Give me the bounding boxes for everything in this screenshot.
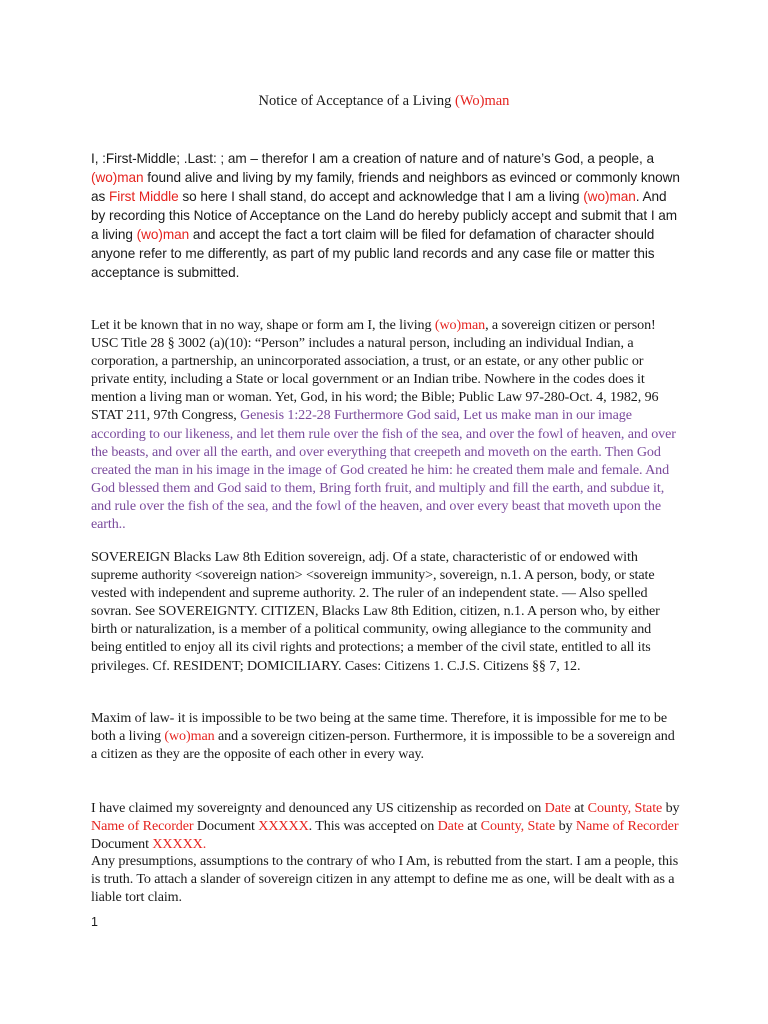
text-run: and a sovereign citizen-person. Furthermore, it is impossible to be a sovereign and a citizen as they are the opposite of each other in every way.	[91, 728, 675, 763]
placeholder-woman: (wo)man	[91, 170, 144, 185]
sovereign-definition-paragraph: SOVEREIGN Blacks Law 8th Edition sovereign, adj. Of a state, characteristic of or endowed with supreme authority <sovereign nation> <sovereign immunity>, sovereign, n.1. A person, body, or state vested with independent and supreme authority. 2. The ruler of an independent state. — Also spelled sovran. See SOVEREIGNTY. CITIZEN, Blacks Law 8th Edition, citizen, n.1. A person who, by either birth or naturalization, is a member of a political community, owing allegiance to the community and being entitled to enjoy all its civil rights and protections; a member of the civil state, entitled to all its privileges. Cf. RESIDENT; DOMICILIARY. Cases: Citizens 1. C.J.S. Citizens §§ 7, 12.	[91, 549, 660, 674]
page-number: 1	[91, 915, 98, 929]
placeholder-woman: (wo)man	[434, 317, 486, 333]
placeholder-woman: (wo)man	[164, 728, 215, 745]
placeholder-document-number: XXXXX	[258, 818, 309, 835]
text-run: by	[662, 800, 680, 816]
text-run: and accept the fact a tort claim will be filed for defamation of character should anyone refer to me differently, as part of my public land records and any case file or matter this acceptance is submitted.	[91, 227, 655, 280]
placeholder-document-number: XXXXX.	[152, 836, 207, 853]
placeholder-recorder: Name of Recorder	[91, 818, 194, 835]
text-run: . And by recording this Notice of Acceptance on the Land do hereby publicly accept and submit that I am a living	[91, 189, 678, 242]
text-run: at	[570, 800, 588, 816]
text-run: Let it be known that in no way, shape or form am I, the living	[91, 317, 435, 333]
text-run: so here I shall stand, do accept and acknowledge that I am a living	[178, 189, 584, 204]
maxim-paragraph	[91, 709, 681, 763]
document-title	[0, 91, 768, 111]
placeholder-county-state: County, State	[480, 818, 556, 835]
placeholder-county-state: County, State	[587, 800, 663, 816]
text-run: by	[555, 818, 576, 835]
sovereignty-claim-paragraph	[91, 799, 681, 853]
placeholder-first-middle: First Middle	[108, 189, 179, 204]
text-run: at	[463, 818, 481, 835]
text-run: I, :First-Middle; .Last: ; am – therefor I am a creation of nature and of nature’s God, a people, a	[91, 151, 655, 166]
acceptance-paragraph	[91, 149, 681, 282]
text-run: Document	[193, 818, 259, 835]
rebuttal-paragraph: Any presumptions, assumptions to the contrary of who I Am, is rebutted from the start. I am a people, this is truth. To attach a slander of sovereign citizen in any attempt to define me as one, will be dealt with as a liable tort claim.	[91, 853, 679, 906]
text-run: Maxim of law- it is impossible to be two being at the same time. Therefore, it is impossible for me to be both a living	[91, 710, 667, 745]
placeholder-woman: (wo)man	[136, 227, 190, 242]
placeholder-date: Date	[437, 818, 464, 835]
placeholder-woman: (wo)man	[583, 189, 636, 204]
genesis-quote: Genesis 1:22-28 Furthermore God said, Let us make man in our image according to our likeness, and let them rule over the fish of the sea, and over the fowl of heaven, and over the beasts, and over all the earth, and over everything that creepeth and moveth on the earth. Then God created the man in his image in the image of God created he him: he created them male and female. And God blessed them and God said to them, Bring forth fruit, and multiply and fill the earth, and subdue it, and rule over the fish of the sea, and the fowl of the heaven, and over every beast that moveth upon the earth..	[91, 407, 676, 533]
text-run: Document	[91, 836, 153, 853]
text-run: , a sovereign citizen or person! USC Title 28 § 3002 (a)(10): “Person” includes a natural person, including an individual Indian, a corporation, a partnership, an unincorporated association, a trust, or an estate, or any other public or private entity, including a State or local government or an Indian tribe. Nowhere in the codes does it mention a living man or woman. Yet, God, in his word; the Bible; Public Law 97-280-Oct. 4, 1982, 96 STAT 211, 97th Congress,	[91, 317, 659, 424]
text-run: found alive and living by my family, friends and neighbors as evinced or commonly known as	[91, 170, 680, 204]
text-run: . This was accepted on	[308, 818, 438, 835]
placeholder-recorder: Name of Recorder	[575, 818, 679, 835]
title-highlight: (Wo)man	[455, 93, 510, 109]
placeholder-date: Date	[544, 800, 571, 816]
text-run: I have claimed my sovereignty and denounced any US citizenship as recorded on	[91, 800, 545, 816]
person-definition-paragraph	[91, 316, 681, 533]
title-text: Notice of Acceptance of a Living	[258, 93, 456, 109]
